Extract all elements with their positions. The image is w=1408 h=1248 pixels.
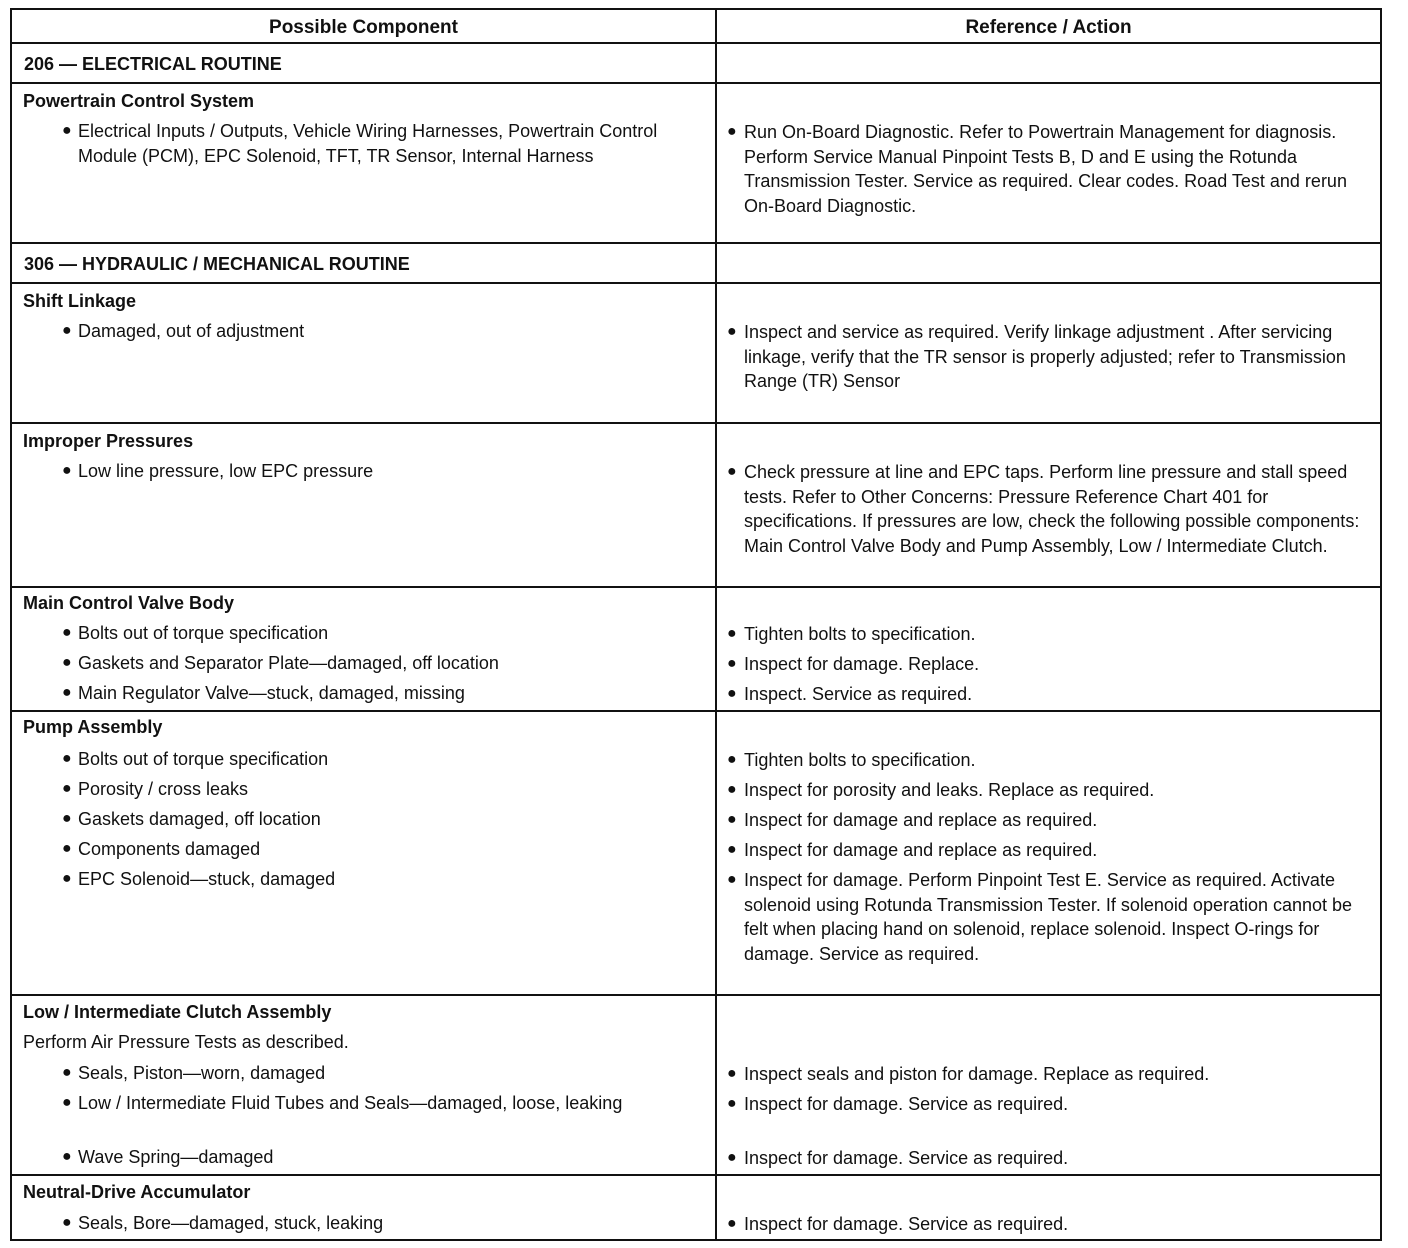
component-item: ● Porosity / cross leaks [62, 777, 709, 802]
section-empty-cell [717, 44, 1380, 82]
column-header-component: Possible Component [12, 10, 717, 42]
component-item: ● EPC Solenoid—stuck, damaged [62, 867, 709, 892]
table-row [12, 996, 1380, 1176]
group-title: Low / Intermediate Clutch Assembly [23, 1002, 332, 1022]
group-title: Neutral-Drive Accumulator [23, 1182, 251, 1202]
section-title-hydraulic: 306 — HYDRAULIC / MECHANICAL ROUTINE [12, 244, 717, 282]
component-cell [12, 996, 717, 1174]
component-item: ● Gaskets damaged, off location [62, 807, 709, 832]
section-row-hydraulic [12, 244, 1380, 284]
bullet-icon: ● [727, 625, 737, 642]
action-item: ● Inspect for damage. Replace. [727, 652, 1370, 677]
component-item: ● Electrical Inputs / Outputs, Vehicle Wiring Harnesses, Powertrain Control Module (PCM), EPC Solenoid, TFT, TR Sensor, Internal Harness [62, 121, 658, 166]
component-item: ● Damaged, out of adjustment [62, 319, 709, 344]
bullet-icon: ● [727, 871, 737, 888]
bullet-icon: ● [727, 811, 737, 828]
bullet-icon: ● [62, 624, 72, 641]
component-item: ● Components damaged [62, 837, 709, 862]
component-item: ● Seals, Bore—damaged, stuck, leaking [62, 1211, 709, 1236]
bullet-icon: ● [62, 1148, 72, 1165]
bullet-icon: ● [62, 322, 72, 339]
component-cell [12, 84, 717, 242]
bullet-icon: ● [62, 810, 72, 827]
bullet-icon: ● [727, 655, 737, 672]
action-item: ● Inspect for porosity and leaks. Replace as required. [727, 778, 1370, 803]
action-cell [717, 1176, 1380, 1239]
bullet-icon: ● [727, 123, 737, 140]
bullet-icon: ● [727, 841, 737, 858]
component-cell [12, 1176, 717, 1239]
action-item: ● Inspect and service as required. Verify linkage adjustment . After servicing linkage, verify that the TR sensor is properly adjusted; refer to Transmission Range (TR) Sensor [727, 322, 1346, 391]
table-header-row [12, 10, 1380, 44]
component-cell [12, 588, 717, 710]
action-item: ● Run On-Board Diagnostic. Refer to Powertrain Management for diagnosis. Perform Service Manual Pinpoint Tests B, D and E using the Rotunda Transmission Tester. Service as required. Clear codes. Road Test and rerun On-Board Diagnostic. [727, 122, 1347, 216]
action-item: ● Inspect for damage. Service as required. [727, 1092, 1370, 1117]
section-title-electrical: 206 — ELECTRICAL ROUTINE [12, 44, 717, 82]
column-header-reference: Reference / Action [965, 17, 1132, 38]
bullet-icon: ● [727, 781, 737, 798]
action-item: ● Inspect for damage and replace as required. [727, 838, 1370, 863]
section-row-electrical [12, 44, 1380, 84]
group-title: Improper Pressures [23, 431, 194, 451]
action-cell [717, 712, 1380, 994]
bullet-icon: ● [62, 462, 72, 479]
bullet-icon: ● [727, 1095, 737, 1112]
bullet-icon: ● [727, 685, 737, 702]
action-item: ● Check pressure at line and EPC taps. Perform line pressure and stall speed tests. Refer to Other Concerns: Pressure Reference Chart 401 for specifications. If pressures are low, check the following possible components: Main Control Valve Body and Pump Assembly, Low / Intermediate Clutch. [727, 462, 1360, 556]
bullet-icon: ● [62, 1214, 72, 1231]
action-cell [717, 284, 1380, 422]
group-title: Powertrain Control System [23, 91, 255, 111]
component-cell [12, 424, 717, 586]
table-row [12, 1176, 1380, 1239]
component-cell [12, 712, 717, 994]
component-item: ● Main Regulator Valve—stuck, damaged, missing [62, 681, 709, 706]
action-item: ● Inspect for damage. Service as required. [727, 1212, 1370, 1237]
bullet-icon: ● [727, 323, 737, 340]
bullet-icon: ● [62, 780, 72, 797]
component-item: ● Bolts out of torque specification [62, 621, 709, 646]
action-cell [717, 424, 1380, 586]
component-item: ● Bolts out of torque specification [62, 747, 709, 772]
table-row [12, 424, 1380, 588]
action-item: ● Inspect seals and piston for damage. Replace as required. [727, 1062, 1370, 1087]
action-cell [717, 588, 1380, 710]
component-cell [12, 284, 717, 422]
action-item: ● Tighten bolts to specification. [727, 622, 1370, 647]
bullet-icon: ● [62, 750, 72, 767]
table-row [12, 84, 1380, 244]
component-item: ● Gaskets and Separator Plate—damaged, off location [62, 651, 709, 676]
section-empty-cell [717, 244, 1380, 282]
action-cell [717, 996, 1380, 1174]
group-note: Perform Air Pressure Tests as described. [23, 1032, 349, 1052]
group-title: Shift Linkage [23, 291, 137, 311]
action-cell [717, 84, 1380, 242]
bullet-icon: ● [727, 1215, 737, 1232]
bullet-icon: ● [62, 1064, 72, 1081]
bullet-icon: ● [62, 654, 72, 671]
component-item: ● Low / Intermediate Fluid Tubes and Seals—damaged, loose, leaking [62, 1091, 675, 1116]
table-row [12, 712, 1380, 996]
table-row [12, 284, 1380, 424]
bullet-icon: ● [62, 870, 72, 887]
action-item: ● Inspect for damage. Service as required. [727, 1146, 1370, 1171]
table-row [12, 588, 1380, 712]
diagnosis-table [10, 8, 1382, 1241]
action-item: ● Inspect for damage and replace as required. [727, 808, 1370, 833]
bullet-icon: ● [727, 751, 737, 768]
bullet-icon: ● [727, 1149, 737, 1166]
bullet-icon: ● [62, 684, 72, 701]
component-item: ● Seals, Piston—worn, damaged [62, 1061, 709, 1086]
bullet-icon: ● [727, 463, 737, 480]
action-item: ● Tighten bolts to specification. [727, 748, 1370, 773]
component-item: ● Low line pressure, low EPC pressure [62, 459, 709, 484]
bullet-icon: ● [727, 1065, 737, 1082]
component-item: ● Wave Spring—damaged [62, 1145, 709, 1170]
action-item: ● Inspect for damage. Perform Pinpoint Test E. Service as required. Activate solenoid using Rotunda Transmission Tester. If solenoid operation cannot be felt when placing hand on solenoid, replace solenoid. Inspect O-rings for damage. Service as required. [727, 870, 1353, 964]
bullet-icon: ● [62, 840, 72, 857]
bullet-icon: ● [62, 1094, 72, 1111]
group-title: Main Control Valve Body [23, 593, 235, 613]
group-title: Pump Assembly [23, 717, 163, 737]
action-item: ● Inspect. Service as required. [727, 682, 1370, 707]
bullet-icon: ● [62, 122, 72, 139]
